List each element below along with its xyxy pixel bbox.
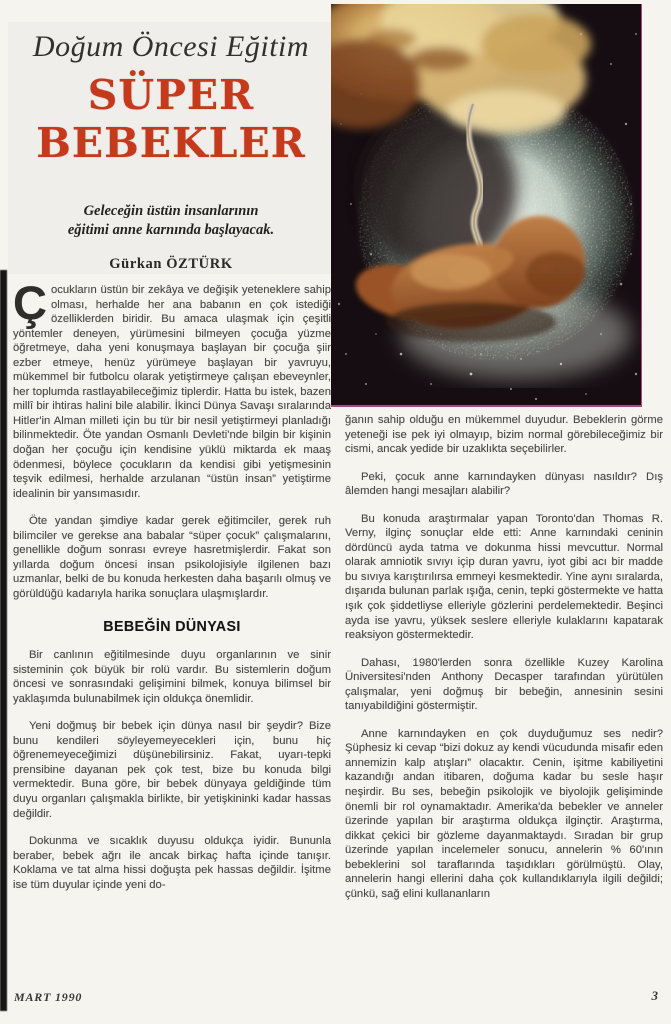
placenta-cloud xyxy=(331,4,591,134)
paragraph-7: Peki, çocuk anne karnındayken dünyası nasıldır? Dış âlemden hangi mesajları alabilir? xyxy=(345,470,663,498)
deck-line-2: eğitimi anne karnında başlayacak. xyxy=(67,221,275,238)
page-number: 3 xyxy=(651,988,658,1003)
title-line-2: BEBEKLER xyxy=(36,118,306,167)
fetus-illustration-art xyxy=(331,4,641,405)
section-heading: BEBEĞİN DÜNYASI xyxy=(103,618,241,636)
paragraph-2: Öte yandan şimdiye kadar gerek eğitimciler, gerek ruh bilimciler ve gerekse ana babalar “süper çocuk” çalışmalarını, genellikle doğum sonrası evreye hasretmişlerdir. Fakat son yıllarda doğum öncesi insan psikolojisiyle ilgilenen bazı uzmanlar, belki de bu konuda herkesten daha başarılı olmuş ve görüldüğü kadarıyla harika sonuçlara ulaşmışlardır. xyxy=(13,515,331,600)
paragraph-6: ğanın sahip olduğu en mükemmel duyudur. Bebeklerin görme yeteneği ise pek iyi olmayıp, bizim normal görebileceğimiz bir cismi, ancak yedide bir uzaklıkta seçebilirler. xyxy=(345,414,663,456)
author-byline: Gürkan ÖZTÜRK xyxy=(109,255,233,272)
title-line-1: SÜPER xyxy=(87,71,255,119)
paragraph-1-text: ocukların üstün bir zekâya ve değişik yeteneklere sahip olması, herhalde her ana babanın en çok istediği özelliklerden biridir. Bu amaca ulaşmak için çeşitli yöntemler deneyen, yürümesini bilmeyen çocuğa yüzme öğretmeye, daha yeni konuşmaya başlayan bir çocuğa şiir ezber etmeye, henüz yürümeye başlayan bir yavruyu, mükemmel bir futbolcu olarak yetiştirmeye çalışan ebeveynler, her toplumda rastlayabileceğimiz tiplerdir. Hatta bu istek, bazen millî bir ihtiras halini bile alabilir. İkinci Dünya Savaşı sıralarında Hitler'in Alman milleti için bu tür bir nesil yetiştirmeyi planladığı bilinmektedir. Öte yandan Osmanlı Devleti'nde bilgin bir kişinin doğan her çocuğu için kendisine yüklü miktarda ek maaş ödenmesi, böylece çocukların da kendisi gibi yetişmesinin teşvik edilmesi, herhalde arzulanan “üstün insan” yetiştirme idealinin bir yansımasıdır. xyxy=(13,284,331,500)
paragraph-8: Bu konuda araştırmalar yapan Toronto'dan Thomas R. Verny, ilginç sonuçlar elde etti: Anne karnındaki ceninin dördüncü ayda tatma ve dokunma hissi mevcuttur. Normal olarak amniotik sıvıyı içip duran yavru, iyot gibi acı bir madde bu sıvıya karıştırılırsa emmeyi kesmektedir. Yine aynı sıralarda, dışarıda bulunan parlak ışığa, cenin, tepki göstermekte ve hatta ışık çok şiddetliyse elleriyle gözlerini perdelemektedir. Beşinci ayda ise yavru, yüksek seslere elleriyle kulaklarını kapatarak reaksiyon göstermektedir. xyxy=(345,512,663,642)
paragraph-9: Dahası, 1980'lerden sonra özellikle Kuzey Karolina Üniversitesi'nden Anthony Decasper tarafından yürütülen çalışmalar, yeni doğmuş bir bebeğin, annesinin sesini tanıyabildiğini göstermiştir. xyxy=(345,656,663,713)
right-column xyxy=(345,413,663,914)
issue-date: MART 1990 xyxy=(14,990,83,1004)
dropcap: Ç xyxy=(13,276,47,329)
article-header xyxy=(10,24,332,273)
page-title xyxy=(10,72,332,168)
deck-line-1: Geleceğin üstün insanlarının xyxy=(83,202,259,219)
paragraph-5: Dokunma ve sıcaklık duyusu oldukça iyidir. Bununla beraber, bebek ağrı ile ancak birkaç hafta içinde tanışır. Koklama ve tat alma hissi doğuşta pek hassas değildir. İşitme ise tüm duyular içinde yeni do- xyxy=(13,835,331,891)
paragraph-4: Yeni doğmuş bir bebek için dünya nasıl bir şeydir? Bize bunu kendileri söyleyemeyecekleri için, bunu hiç öğrenemeyeceğimizi düşünebilirsiniz. Fakat, uyarı-tepki prensibine dayanan pek çok test, bize bu konuda bilgi vermektedir. Buna göre, bir bebek dünyaya geldiğinde tüm duyu organları çalışmakla birlikte, bir yetişkininki kadar hassas değildir. xyxy=(13,720,331,820)
fetus-illustration xyxy=(331,4,642,407)
left-column xyxy=(13,276,331,905)
paragraph-10: Anne karnındayken en çok duyduğumuz ses nedir? Şüphesiz ki cevap “bizi dokuz ay kendi vücudunda misafir eden annemizin kalp atışları” olacaktır. Cenin, işitme kabiliyetini kazandığı andan itibaren, doğuma kadar bu sesle haşır neşirdir. Bu ses, bebeğin psikolojik ve biyolojik gelişiminde önemli bir rol oynamaktadır. Amerika'da bebekler ve anneler üzerinde yapılan bir araştırma oldukça ilginçtir. Araştırma, dikkat çekici bir gözleme dayanmaktaydı. Sıradan bir grup üzerinde yapılan incelemeler sonucu, annelerin % 60'ının bebeklerini sol taraflarında taşıdıkları görülmüştü. Olay, annelerin hangi ellerini daha çok kullandıklarıyla ilgili değildi; çünkü, sağ elini kullananların xyxy=(345,727,663,900)
paragraph-3: Bir canlının eğitilmesinde duyu organlarının ve sinir sisteminin çok büyük bir rolü vardır. Bu sistemlerin doğum öncesi ve sonrasındaki gelişimini bilmek, konuya bilimsel bir yaklaşımda bulunabilmek için oldukça önemlidir. xyxy=(13,649,331,705)
paragraph-1 xyxy=(13,276,331,501)
deck xyxy=(10,202,332,240)
scan-edge-strip xyxy=(0,270,7,1011)
kicker: Doğum Öncesi Eğitim xyxy=(32,30,310,63)
